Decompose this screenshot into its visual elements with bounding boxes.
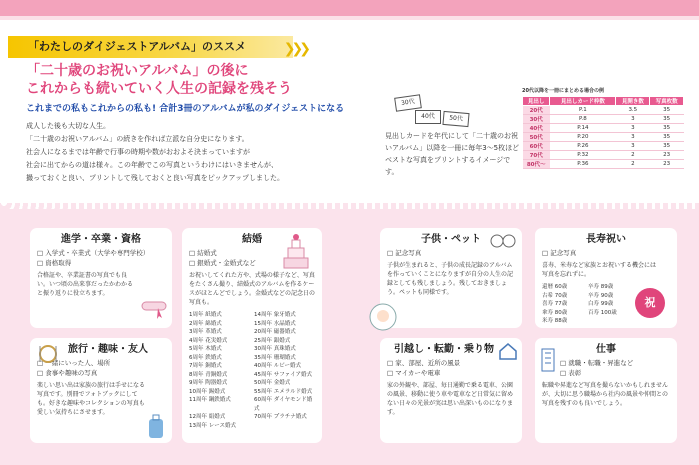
checklist-item: □ マイカーや電車 bbox=[387, 368, 515, 378]
table-cell: P.20 bbox=[550, 133, 616, 142]
anniversary-item: 20周年 磁器婚式 bbox=[254, 329, 296, 335]
table-cell: 50代 bbox=[523, 133, 550, 142]
box-title: 旅行・趣味・友人 bbox=[68, 344, 148, 355]
table-cell: P.26 bbox=[550, 142, 616, 151]
longevity-age-item: 白寿 99歳 bbox=[588, 301, 614, 307]
longevity-age-item: 卒寿 90歳 bbox=[588, 292, 614, 299]
anniversary-item: 45周年 サファイア婚式 bbox=[254, 371, 312, 378]
anniversary-list bbox=[189, 311, 315, 430]
table-header: 見出しカード枠数 bbox=[550, 97, 616, 106]
anniversary-item bbox=[254, 422, 315, 431]
box-text: 転職や昇進など写真を撮らないかもしれませんが、大切に思う職場から社内の風景や仲間との写真を残すのも良いでしょう。 bbox=[542, 382, 669, 407]
anniversary-item: 11周年 鋼鉄婚式 bbox=[189, 397, 231, 403]
age-tag: 40代 bbox=[415, 110, 441, 124]
table-cell: 35 bbox=[650, 106, 684, 115]
table-row bbox=[523, 115, 684, 124]
box-text: お祝いしてくれた方や、式場の様子など、写真をたくさん撮り、結婚式のアルバムを作るケースがほとんどでしょう。金婚式などの記念日の写真も。 bbox=[189, 272, 316, 306]
banner-title: 「わたしのダイジェストアルバム」のススメ bbox=[28, 40, 247, 53]
table-cell: 30代 bbox=[523, 115, 550, 124]
box-work bbox=[535, 338, 677, 443]
longevity-age-item: 傘寿 80歳 bbox=[542, 309, 568, 316]
anniversary-item: 6周年 鉄婚式 bbox=[189, 354, 222, 361]
table-cell: P.32 bbox=[550, 151, 616, 160]
table-cell: 3.5 bbox=[616, 106, 650, 115]
utensils-icon bbox=[36, 344, 60, 364]
pet-icon bbox=[490, 232, 516, 250]
box-title: 長寿祝い bbox=[586, 234, 626, 245]
table-row bbox=[523, 124, 684, 133]
table-title: 20代以降を一冊にまとめる場合の例 bbox=[522, 88, 604, 94]
intro-line: 社会に出てからの道は様々。この年齢でこの写真というわけにはいきませんが、 bbox=[26, 161, 278, 169]
checklist-item: □ 就職・転職・昇進など bbox=[560, 358, 670, 368]
anniversary-item: 50周年 金婚式 bbox=[254, 380, 291, 386]
anniversary-item: 12周年 絹婚式 bbox=[189, 414, 226, 420]
table-cell: 20代 bbox=[523, 106, 550, 115]
box-title: 仕事 bbox=[596, 344, 616, 355]
anniversary-item: 70周年 プラチナ婚式 bbox=[254, 414, 307, 420]
table-cell: P.8 bbox=[550, 115, 616, 124]
baby-icon bbox=[368, 302, 398, 332]
headline-line1: 「二十歳のお祝いアルバム」の後に bbox=[26, 63, 249, 79]
table-row bbox=[523, 142, 684, 151]
checklist-item: □ 食事や趣味の写真 bbox=[37, 368, 165, 378]
box-travel bbox=[30, 338, 172, 443]
checklist-item: □ 家、部屋、近所の風景 bbox=[387, 358, 515, 368]
anniversary-item: 25周年 銀婚式 bbox=[254, 337, 291, 344]
table-cell: 2 bbox=[616, 151, 650, 160]
table-cell: 40代 bbox=[523, 124, 550, 133]
table-cell: 35 bbox=[650, 133, 684, 142]
headline bbox=[26, 62, 326, 98]
longevity-age-item: 米寿 88歳 bbox=[542, 318, 568, 324]
anniversary-item: 14周年 象牙婚式 bbox=[254, 312, 296, 318]
house-icon bbox=[498, 342, 518, 360]
checklist-item: □ 記念写真 bbox=[542, 248, 670, 258]
intro-line: 成人した後も大切な人生。 bbox=[26, 122, 110, 130]
table-cell: 35 bbox=[650, 124, 684, 133]
checklist-item: □ 入学式・卒業式（大学や専門学校） bbox=[37, 248, 165, 258]
diploma-icon bbox=[140, 292, 168, 320]
checklist-item: □ 表彰 bbox=[560, 368, 670, 378]
wedding-cake-icon bbox=[278, 232, 314, 272]
box-title: 進学・卒業・資格 bbox=[61, 234, 141, 245]
table-cell: 3 bbox=[616, 115, 650, 124]
intro-text bbox=[26, 120, 366, 185]
anniversary-item: 7周年 銅婚式 bbox=[189, 363, 222, 369]
longevity-age-list bbox=[542, 283, 630, 326]
intro-line: 社会人になるまでは年齢で行事の時期や数がおおよそ決まっていますが bbox=[26, 148, 250, 156]
longevity-age-item: 還暦 60歳 bbox=[542, 284, 568, 290]
longevity-age-item bbox=[588, 317, 630, 326]
table-row bbox=[523, 151, 684, 160]
anniversary-item: 5周年 木婚式 bbox=[189, 346, 222, 352]
checklist-item: □ 銀婚式・金婚式など bbox=[189, 258, 315, 268]
box-school bbox=[30, 228, 172, 328]
anniversary-item: 15周年 水晶婚式 bbox=[254, 320, 296, 327]
checklist-item: □ 資格取得 bbox=[37, 258, 165, 268]
table-cell: 3 bbox=[616, 142, 650, 151]
anniversary-item: 60周年 ダイヤモンド婚式 bbox=[254, 397, 313, 412]
table-cell: 35 bbox=[650, 142, 684, 151]
intro-line: 「二十歳のお祝いアルバム」の続きを作れば立派な自分史になります。 bbox=[26, 135, 249, 143]
longevity-age-item: 百寿 100歳 bbox=[588, 309, 617, 316]
section-banner bbox=[8, 36, 307, 58]
anniversary-item: 35周年 珊瑚婚式 bbox=[254, 354, 296, 361]
table-cell: 60代 bbox=[523, 142, 550, 151]
box-child bbox=[380, 228, 522, 328]
box-move bbox=[380, 338, 522, 443]
box-text: 家の外観や、部屋、毎日通勤で乗る電車、公園の風景、移動に使う車や電車など日常気に留めない日々の光景が実は思い出深いものになります。 bbox=[387, 382, 514, 416]
box-text: 合格証や、卒業証書の写真でも良い。いつ頃の出来事だったかわかると振り返りに役立ちます。 bbox=[37, 272, 134, 297]
table-cell: 80代〜 bbox=[523, 160, 550, 169]
table-cell: 3 bbox=[616, 133, 650, 142]
table-cell: 23 bbox=[650, 151, 684, 160]
box-text: 楽しい思い出は家族の旅行は手せになる写真です。別冊でフォトブックにしても。好きな趣味やコレクションの写真も愛しい気持ちにさせます。 bbox=[37, 382, 146, 416]
anniversary-item: 10周年 錫婚式 bbox=[189, 388, 226, 395]
age-table bbox=[522, 96, 684, 169]
box-wedding bbox=[182, 228, 322, 443]
chevron-right-icon: ❯❯❯ bbox=[283, 41, 307, 57]
suitcase-icon bbox=[146, 414, 166, 440]
table-cell: P.1 bbox=[550, 106, 616, 115]
age-tag: 30代 bbox=[394, 94, 422, 111]
building-icon bbox=[541, 348, 555, 372]
anniversary-item: 3周年 革婚式 bbox=[189, 329, 222, 335]
anniversary-item: 40周年 ルビー婚式 bbox=[254, 363, 302, 369]
box-title: 子供・ペット bbox=[421, 234, 481, 245]
anniversary-item: 13周年 レース婚式 bbox=[189, 422, 236, 429]
anniversary-item: 8周年 青銅婚式 bbox=[189, 371, 228, 378]
longevity-age-item: 古希 70歳 bbox=[542, 292, 568, 299]
checklist-item: □ 結婚式 bbox=[189, 248, 315, 258]
box-title: 結婚 bbox=[242, 234, 262, 245]
headline-line2: これからも続いていく人生の記録を残そう bbox=[26, 81, 292, 97]
table-header: 見出し bbox=[523, 97, 550, 106]
longevity-age-item: 喜寿 77歳 bbox=[542, 301, 568, 307]
table-header: 見開き数 bbox=[616, 97, 650, 106]
table-header: 写真枚数 bbox=[650, 97, 684, 106]
checklist-item: □ 一緒にいった人、場所 bbox=[37, 358, 165, 368]
box-text: 喜寿、米寿など家族とお祝いする機会には写真を忘れずに。 bbox=[542, 262, 657, 278]
table-cell: 3 bbox=[616, 124, 650, 133]
anniversary-item: 4周年 花実婚式 bbox=[189, 337, 228, 344]
celebration-icon: 祝 bbox=[635, 288, 665, 318]
table-cell: 35 bbox=[650, 115, 684, 124]
table-cell: P.36 bbox=[550, 160, 616, 169]
box-longevity bbox=[535, 228, 677, 328]
anniversary-item: 2周年 綿婚式 bbox=[189, 320, 222, 327]
anniversary-item: 30周年 真珠婚式 bbox=[254, 346, 296, 352]
table-cell: 70代 bbox=[523, 151, 550, 160]
table-cell: 2 bbox=[616, 160, 650, 169]
longevity-age-item: 卒寿 89歳 bbox=[588, 284, 614, 290]
intro-line: 撮っておくと良い、プリントして残しておくと良い写真をピックアップしました。 bbox=[26, 174, 284, 182]
anniversary-item: 9周年 陶器婚式 bbox=[189, 380, 228, 386]
box-text: 子供が生まれると、子供の成長記録のアルバムを作っていくことになりますが自分の人生の記録としても残しましょう。残しておきましょう。ペットも同様です。 bbox=[387, 262, 514, 296]
table-cell: 23 bbox=[650, 160, 684, 169]
table-cell: P.14 bbox=[550, 124, 616, 133]
anniversary-item: 55周年 エメラルド婚式 bbox=[254, 388, 313, 395]
anniversary-item: 1周年 紙婚式 bbox=[189, 312, 222, 318]
table-row bbox=[523, 160, 684, 169]
box-title: 引越し・転勤・乗り物 bbox=[394, 344, 494, 355]
caption: 見出しカードを年代にして「二十歳のお祝いアルバム」以降を一冊に毎年3〜5枚ほどベストな写真をプリントするイメージです。 bbox=[385, 132, 520, 176]
checklist-item: □ 記念写真 bbox=[387, 248, 515, 258]
table-row bbox=[523, 106, 684, 115]
subheadline: これまでの私もこれからの私も! 合計3冊のアルバムが私のダイジェストになる bbox=[26, 104, 345, 114]
table-row bbox=[523, 133, 684, 142]
age-tag: 50代 bbox=[442, 111, 469, 127]
top-pink-bar bbox=[0, 0, 699, 16]
